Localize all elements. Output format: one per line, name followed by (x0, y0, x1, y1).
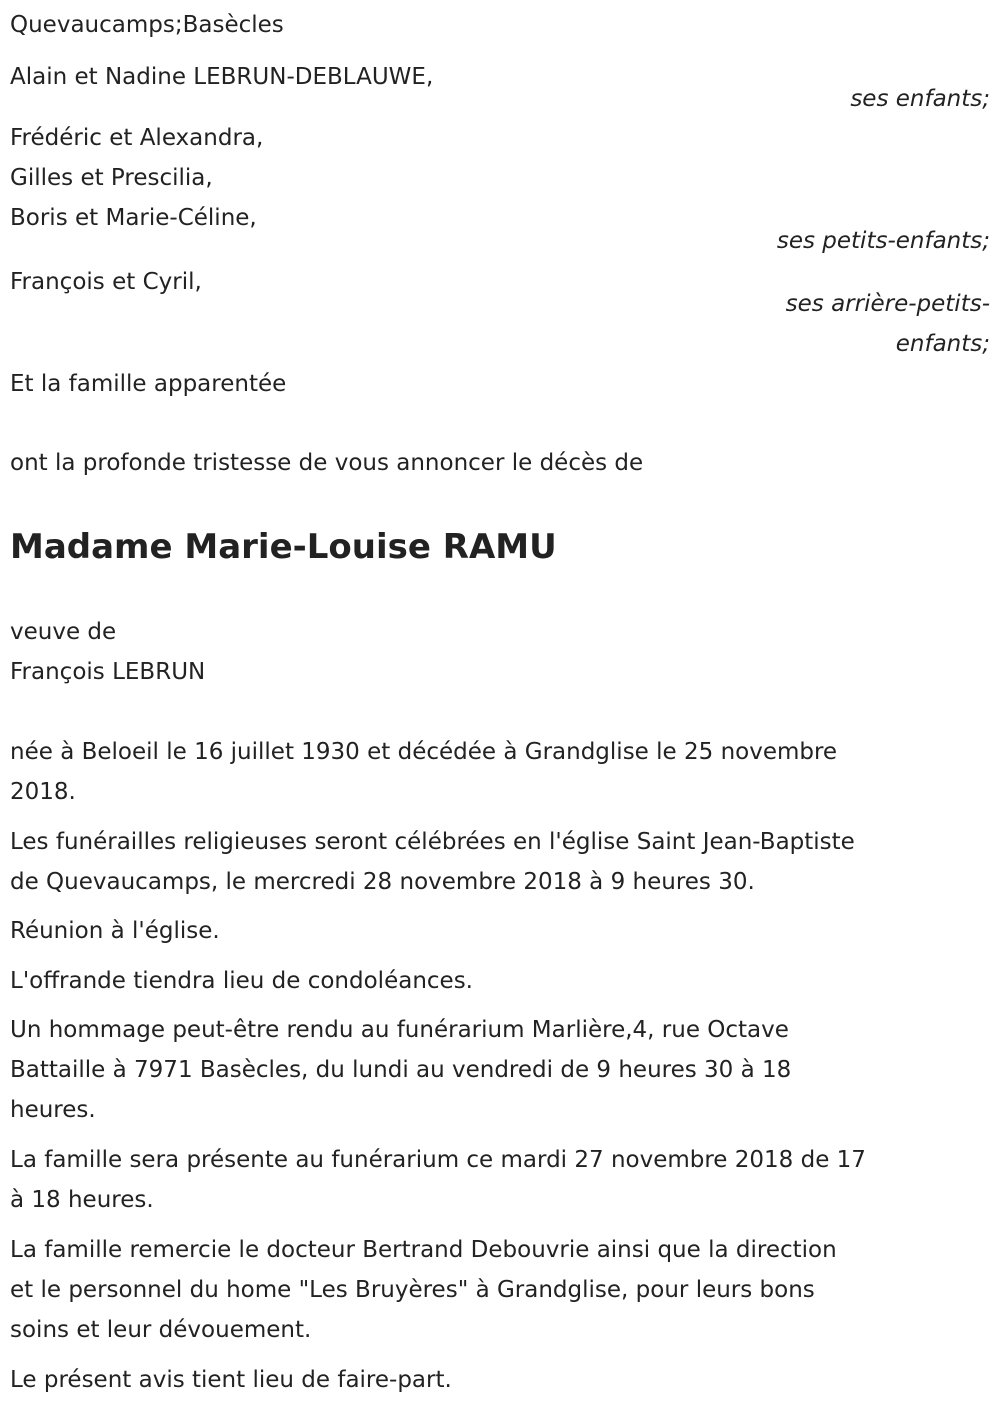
paragraph-line: à 18 heures. (10, 1187, 154, 1213)
deceased-name: Madame Marie-Louise RAMU (10, 527, 557, 567)
great-grandchildren-role: ses arrière-petits- (785, 291, 990, 317)
widow-of-label: veuve de (10, 619, 117, 645)
location: Quevaucamps;Basècles (10, 12, 284, 38)
great-grandchildren-names: François et Cyril, (10, 269, 202, 295)
spouse-name: François LEBRUN (10, 659, 206, 685)
relatives: Et la famille apparentée (10, 371, 287, 397)
paragraph-line: Le présent avis tient lieu de faire-part. (10, 1367, 452, 1393)
grandchildren-role: ses petits-enfants; (776, 228, 990, 254)
paragraph-line: Réunion à l'église. (10, 918, 220, 944)
paragraph-line: La famille remercie le docteur Bertrand Debouvrie ainsi que la direction (10, 1237, 837, 1263)
great-grandchildren-role: enfants; (895, 331, 990, 357)
paragraph-line: soins et leur dévouement. (10, 1317, 312, 1343)
paragraph-line: L'offrande tiendra lieu de condoléances. (10, 968, 473, 994)
paragraph-line: Un hommage peut-être rendu au funérarium Marlière,4, rue Octave (10, 1017, 789, 1043)
grandchild-line: Frédéric et Alexandra, (10, 125, 264, 151)
children-names: Alain et Nadine LEBRUN-DEBLAUWE, (10, 64, 434, 90)
children-role: ses enfants; (850, 86, 990, 112)
paragraph-line: et le personnel du home "Les Bruyères" à Grandglise, pour leurs bons (10, 1277, 815, 1303)
paragraph-line: Battaille à 7971 Basècles, du lundi au vendredi de 9 heures 30 à 18 (10, 1057, 792, 1083)
paragraph-line: heures. (10, 1097, 96, 1123)
paragraph-line: Les funérailles religieuses seront célébrées en l'église Saint Jean-Baptiste (10, 829, 855, 855)
grandchild-line: Gilles et Prescilia, (10, 165, 213, 191)
paragraph-line: de Quevaucamps, le mercredi 28 novembre 2018 à 9 heures 30. (10, 869, 755, 895)
grandchild-line: Boris et Marie-Céline, (10, 205, 257, 231)
paragraph-line: La famille sera présente au funérarium ce mardi 27 novembre 2018 de 17 (10, 1147, 866, 1173)
paragraph-line: 2018. (10, 779, 76, 805)
paragraph-line: née à Beloeil le 16 juillet 1930 et décédée à Grandglise le 25 novembre (10, 739, 838, 765)
announcement: ont la profonde tristesse de vous annoncer le décès de (10, 450, 644, 476)
